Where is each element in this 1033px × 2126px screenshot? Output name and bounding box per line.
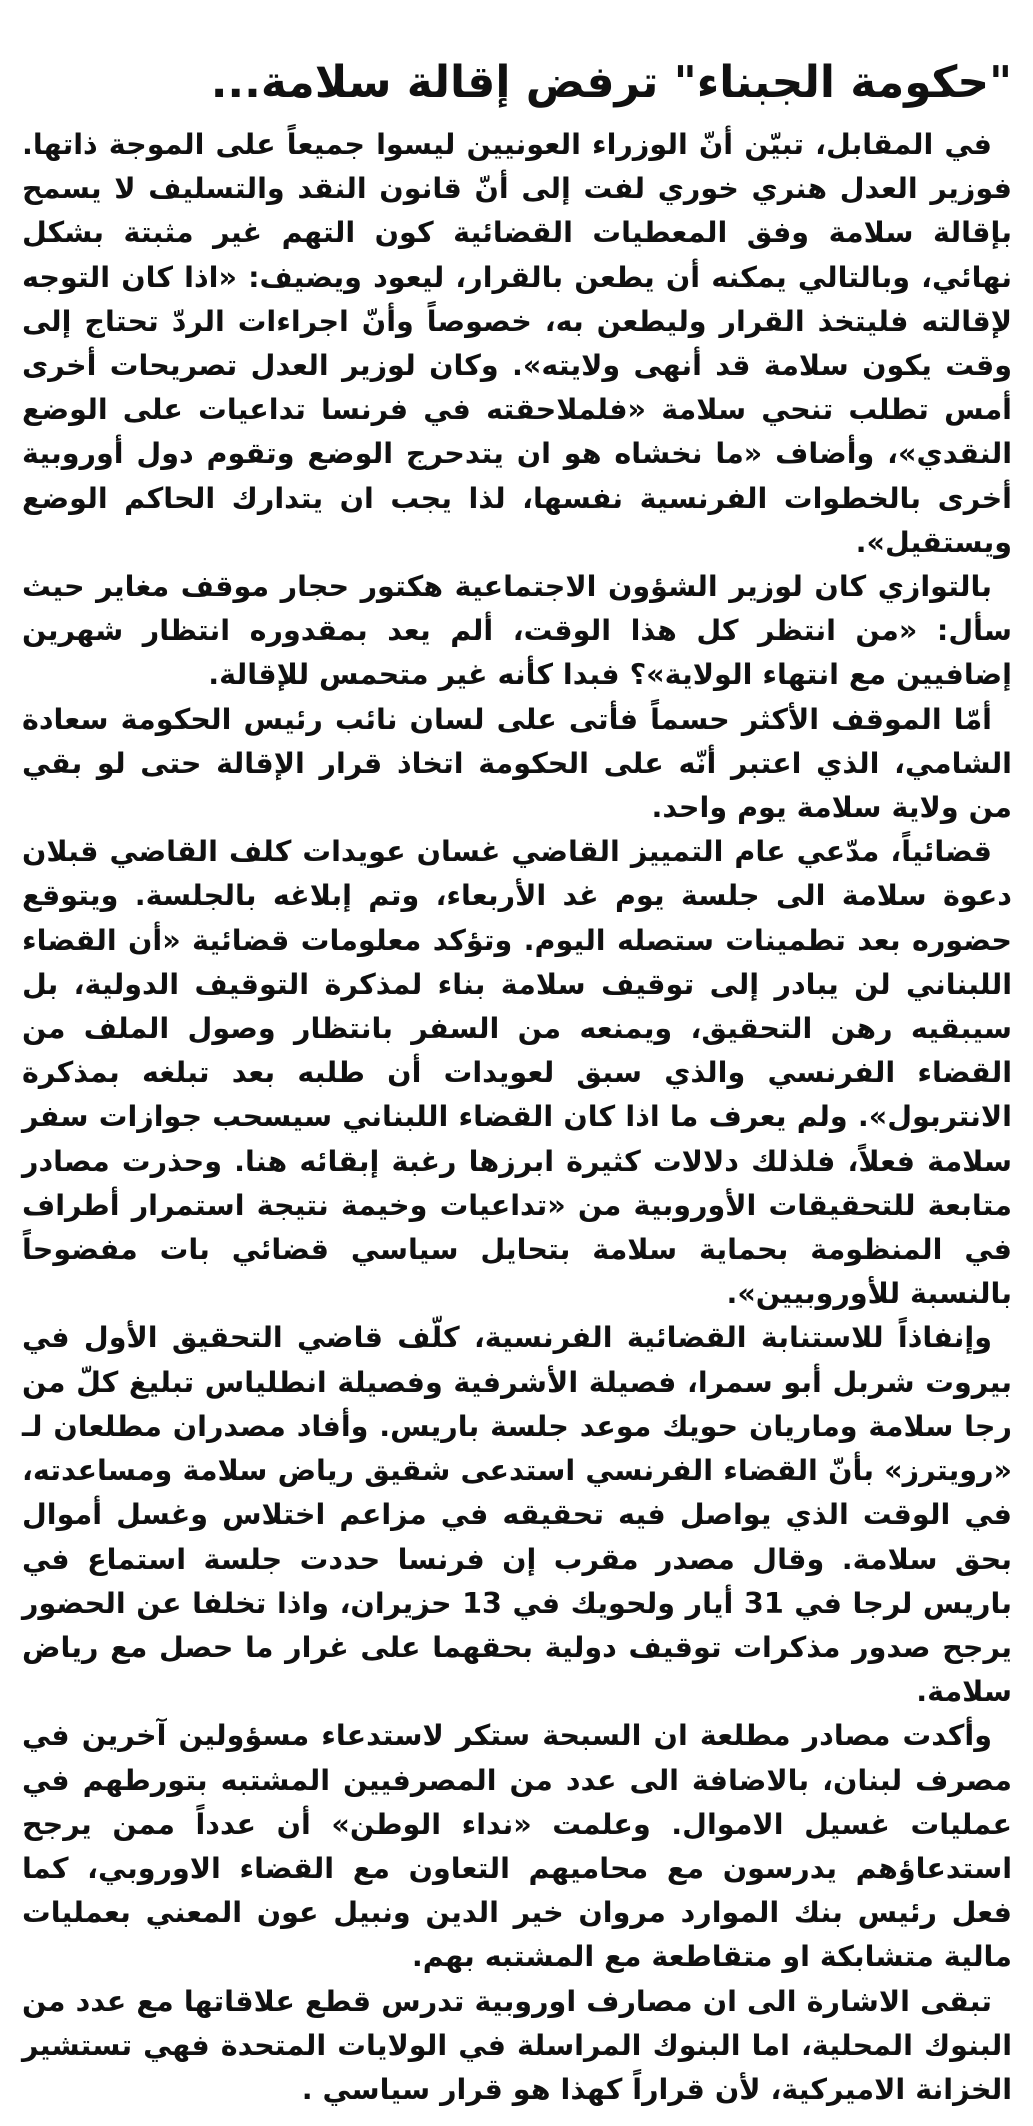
article-paragraph-3: أمّا الموقف الأكثر حسماً فأتى على لسان نائب رئيس الحكومة سعادة الشامي، الذي اعتبر أنّه على الحكومة اتخاذ قرار الإقالة حتى لو بقي من ولاية سلامة يوم واحد. bbox=[22, 701, 1012, 825]
article-paragraph-1: في المقابل، تبيّن أنّ الوزراء العونيين ليسوا جميعاً على الموجة ذاتها. فوزير العدل هنري خوري لفت إلى أنّ قانون النقد والتسليف لا يسمح بإقالة سلامة وفق المعطيات القضائية كون التهم غير مثبتة بشكل نهائي، وبالتالي يمكنه أن يطعن بالقرار، ليعود ويضيف: «اذا كان التوجه لإقالته فليتخذ القرار وليطعن به، خصوصاً وأنّ اجراءات الردّ تحتاج إلى وقت يكون سلامة قد أنهى ولايته». وكان لوزير العدل تصريحات أخرى أمس تطلب تنحي سلامة «فلملاحقته في فرنسا تداعيات على الوضع النقدي»، وأضاف «ما نخشاه هو ان يتدحرج الوضع وتقوم دول أوروبية أخرى بالخطوات الفرنسية نفسها، لذا يجب ان يتدارك الحاكم الوضع ويستقيل». bbox=[22, 127, 1012, 559]
article-paragraph-5: وإنفاذاً للاستنابة القضائية الفرنسية، كلّف قاضي التحقيق الأول في بيروت شربل أبو سمرا، فصيلة الأشرفية وفصيلة انطلياس تبليغ كلّ من رجا سلامة وماريان حويك موعد جلسة باريس. وأفاد مصدران مطلعان لـ «رويترز» بأنّ القضاء الفرنسي استدعى شقيق رياض سلامة ومساعدته، في الوقت الذي يواصل فيه تحقيقه في مزاعم اختلاس وغسل أموال بحق سلامة. وقال مصدر مقرب إن فرنسا حددت جلسة استماع في باريس لرجا في 31 أيار ولحويك في 13 حزيران، واذا تخلفا عن الحضور يرجح صدور مذكرات توقيف دولية بحقهما على غرار ما حصل مع رياض سلامة. bbox=[22, 1320, 1012, 1709]
article-paragraph-7: تبقى الاشارة الى ان مصارف اوروبية تدرس قطع علاقاتها مع عدد من البنوك المحلية، اما البنوك المراسلة في الولايات المتحدة فهي تستشير الخزانة الاميركية، لأن قراراً كهذا هو قرار سياسي . bbox=[22, 1983, 1012, 2106]
article-paragraph-2: بالتوازي كان لوزير الشؤون الاجتماعية هكتور حجار موقف مغاير حيث سأل: «من انتظر كل هذا الوقت، ألم يعد بمقدوره انتظار شهرين إضافيين مع انتهاء الولاية»؟ فبدا كأنه غير متحمس للإقالة. bbox=[22, 569, 1012, 692]
article-paragraph-6: وأكدت مصادر مطلعة ان السبحة ستكر لاستدعاء مسؤولين آخرين في مصرف لبنان، بالاضافة الى عدد من المصرفيين المشتبه بتورطهم في عمليات غسيل الاموال. وعلمت «نداء الوطن» أن عدداً ممن يرجح استدعاؤهم يدرسون مع محاميهم التعاون مع القضاء الاوروبي، كما فعل رئيس بنك الموارد مروان خير الدين ونبيل عون المعني بعمليات مالية متشابكة او متقاطعة مع المشتبه بهم. bbox=[22, 1718, 1012, 1974]
article-headline: "حكومة الجبناء" ترفض إقالة سلامة... bbox=[210, 57, 1012, 108]
news-article bbox=[22, 52, 1012, 2111]
article-paragraph-4: قضائياً، مدّعي عام التمييز القاضي غسان عويدات كلف القاضي قبلان دعوة سلامة الى جلسة يوم غد الأربعاء، وتم إبلاغه بالجلسة. ويتوقع حضوره بعد تطمينات ستصله اليوم. وتؤكد معلومات قضائية «أن القضاء اللبناني لن يبادر إلى توقيف سلامة بناء لمذكرة التوقيف الدولية، بل سيبقيه رهن التحقيق، ويمنعه من السفر بانتظار وصول الملف من القضاء الفرنسي والذي سبق لعويدات أن طلبه بعد تبلغه بمذكرة الانتربول». ولم يعرف ما اذا كان القضاء اللبناني سيسحب جوازات سفر سلامة فعلاً، فلذلك دلالات كثيرة ابرزها رغبة إبقائه هنا. وحذرت مصادر متابعة للتحقيقات الأوروبية من «تداعيات وخيمة نتيجة استمرار أطراف في المنظومة بحماية سلامة بتحايل سياسي قضائي بات مفضوحاً بالنسبة للأوروبيين». bbox=[22, 834, 1012, 1311]
